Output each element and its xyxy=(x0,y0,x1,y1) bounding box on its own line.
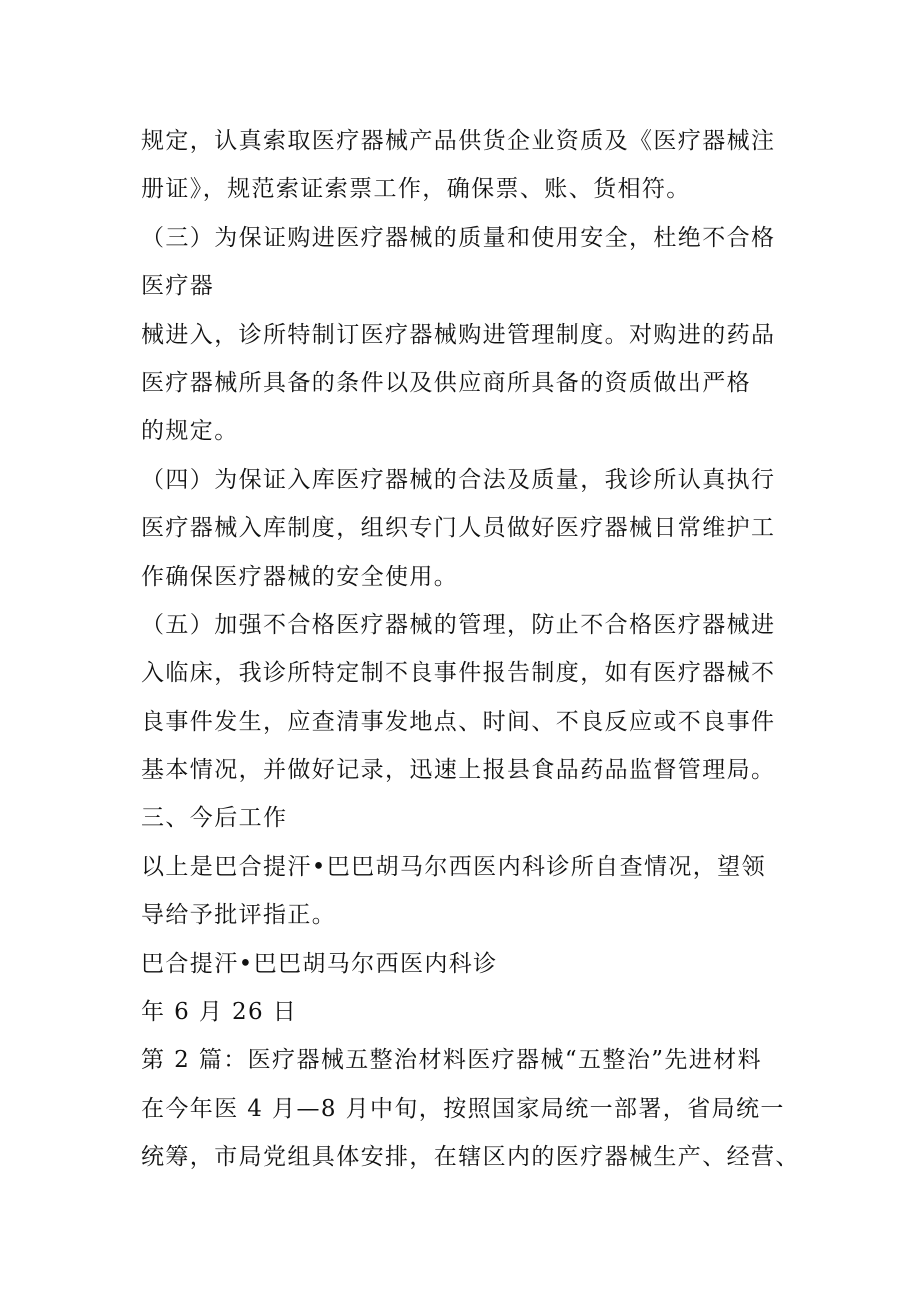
text-line: 医疗器械所具备的条件以及供应商所具备的资质做出严格 xyxy=(141,369,751,396)
text-line: 册证》，规范索证索票工作，确保票、账、货相符。 xyxy=(141,176,691,203)
text-line: 基本情况，并做好记录，迅速上报县食品药品监督管理局。 xyxy=(141,757,776,784)
section-four-heading-line: （四）为保证入库医疗器械的合法及质量，我诊所认真执行 xyxy=(141,466,776,493)
text-line: 作确保医疗器械的安全使用。 xyxy=(141,563,459,590)
text-line: 入临床，我诊所特定制不良事件报告制度，如有医疗器械不 xyxy=(141,660,776,687)
text-line: 械进入，诊所特制订医疗器械购进管理制度。对购进的药品 xyxy=(141,321,776,348)
section-five-heading-line: （五）加强不合格医疗器械的管理，防止不合格医疗器械进 xyxy=(141,611,776,638)
section-three-heading-line: （三）为保证购进医疗器械的质量和使用安全，杜绝不合格 xyxy=(141,224,776,251)
text-line: 导给予批评指正。 xyxy=(141,902,337,929)
signature-clinic-name: 巴合提汗•巴巴胡马尔西医内科诊 xyxy=(141,950,498,977)
future-work-heading: 三、今后工作 xyxy=(141,805,288,832)
text-line: 医疗器 xyxy=(141,273,215,300)
text-line: 良事件发生，应查清事发地点、时间、不良反应或不良事件 xyxy=(141,708,776,735)
signature-date: 年 6 月 26 日 xyxy=(141,999,298,1026)
text-line: 在今年医 4 月—8 月中旬，按照国家局统一部署，省局统一 xyxy=(141,1095,785,1122)
text-line: 以上是巴合提汗•巴巴胡马尔西医内科诊所自查情况，望领 xyxy=(141,853,766,880)
text-line: 医疗器械入库制度，组织专门人员做好医疗器械日常维护工 xyxy=(141,515,776,542)
text-line: 规定，认真索取医疗器械产品供货企业资质及《医疗器械注 xyxy=(141,128,776,154)
text-line: 的规定。 xyxy=(141,418,239,445)
text-line: 统筹，市局党组具体安排，在辖区内的医疗器械生产、经营、 xyxy=(141,1144,800,1171)
article-two-title: 第 2 篇：医疗器械五整治材料医疗器械“五整治”先进材料 xyxy=(141,1047,762,1074)
document-body xyxy=(141,117,801,1182)
